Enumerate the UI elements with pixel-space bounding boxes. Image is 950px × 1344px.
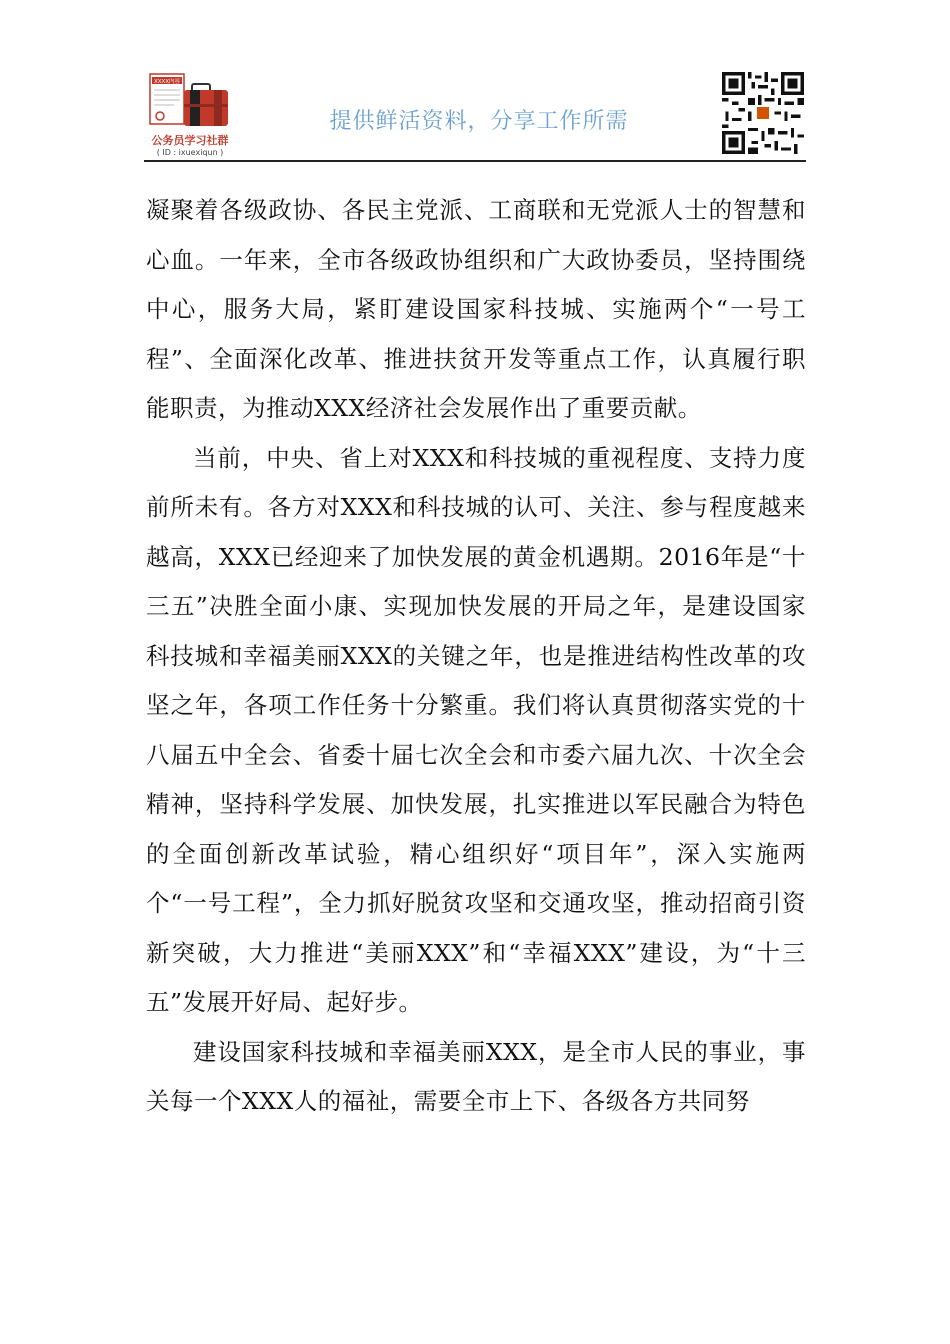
logo-badge: XXXX内容	[153, 79, 181, 85]
qr-code-icon	[722, 72, 804, 154]
document-header	[144, 68, 806, 160]
briefcase-icon	[144, 70, 236, 132]
logo-name: 公务员学习社群	[151, 134, 229, 147]
header-slogan: 提供鲜活资料，分享工作所需	[329, 109, 629, 134]
document-body	[146, 186, 806, 1127]
paragraph: 凝聚着各级政协、各民主党派、工商联和无党派人士的智慧和心血。一年来，全市各级政协组织和广大政协委员，坚持围绕中心，服务大局，紧盯建设国家科技城、实施两个“一号工程”、全面深化改革、推进扶贫开发等重点工作，认真履行职能职责，为推动XXX经济社会发展作出了重要贡献。	[146, 196, 806, 422]
logo-id: ( ID : ixuexiqun )	[156, 148, 224, 157]
header-divider	[144, 160, 806, 162]
logo	[144, 70, 236, 158]
paragraph: 当前，中央、省上对XXX和科技城的重视程度、支持力度前所未有。各方对XXX和科技城的认可、关注、参与程度越来越高，XXX已经迎来了加快发展的黄金机遇期。2016年是“十三五”决胜全面小康、实现加快发展的开局之年，是建设国家科技城和幸福美丽XXX的关键之年，也是推进结构性改革的攻坚之年，各项工作任务十分繁重。我们将认真贯彻落实党的十八届五中全会、省委十届七次全会和市委六届九次、十次全会精神，坚持科学发展、加快发展，扎实推进以军民融合为特色的全面创新改革试验，精心组织好“项目年”，深入实施两个“一号工程”，全力抓好脱贫攻坚和交通攻坚，推动招商引资新突破，大力推进“美丽XXX”和“幸福XXX”建设，为“十三五”发展开好局、起好步。	[146, 443, 806, 1016]
paragraph: 建设国家科技城和幸福美丽XXX，是全市人民的事业，事关每一个XXX人的福祉，需要全市上下、各级各方共同努	[146, 1037, 806, 1115]
